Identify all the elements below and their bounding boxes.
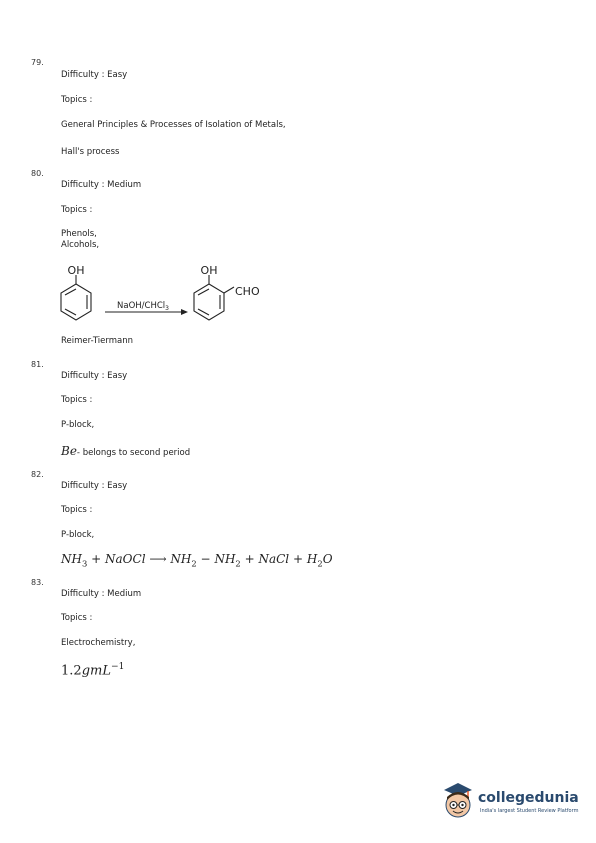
phenol-structure	[61, 275, 91, 320]
reactant-oh-label: OH	[67, 264, 85, 277]
logo-tagline: India's largest Student Review Platform	[480, 808, 579, 814]
topics-label: Topics :	[61, 205, 93, 215]
question-number: 82.	[31, 470, 44, 479]
topic-line: Phenols,	[61, 229, 97, 239]
topics-label: Topics :	[61, 613, 93, 623]
difficulty-label: Difficulty : Medium	[61, 180, 142, 190]
question-number: 79.	[31, 58, 44, 67]
reimer-tiemann-reaction-diagram	[55, 262, 285, 334]
arrow-head	[181, 309, 188, 315]
difficulty-label: Difficulty : Easy	[61, 371, 128, 381]
answer-text: Reimer-Tiermann	[61, 336, 133, 346]
topic-line: Electrochemistry,	[61, 638, 136, 648]
mascot-icon	[440, 780, 476, 824]
answer-text: Hall's process	[61, 147, 120, 157]
answer-line	[61, 444, 190, 458]
logo-wordmark: collegedunia	[478, 790, 579, 806]
element-symbol: Be	[61, 444, 77, 458]
product-cho-label: CHO	[235, 285, 260, 298]
topics-label: Topics :	[61, 395, 93, 405]
difficulty-label: Difficulty : Easy	[61, 481, 128, 491]
topics-label: Topics :	[61, 505, 93, 515]
topic-line: P-block,	[61, 420, 95, 430]
answer-value: 1.2gmL$^{-1}$	[61, 662, 125, 679]
question-number: 80.	[31, 169, 44, 178]
question-number: 83.	[31, 578, 44, 587]
topic-line: P-block,	[61, 530, 95, 540]
topic-line: Alcohols,	[61, 240, 100, 250]
topic-line: General Principles & Processes of Isolation of Metals,	[61, 120, 286, 130]
product-oh-label: OH	[200, 264, 218, 277]
salicylaldehyde-structure	[194, 275, 234, 320]
collegedunia-logo	[440, 780, 580, 828]
answer-text: - belongs to second period	[76, 448, 191, 458]
difficulty-label: Difficulty : Easy	[61, 70, 128, 80]
difficulty-label: Difficulty : Medium	[61, 589, 142, 599]
topics-label: Topics :	[61, 95, 93, 105]
reagent-label: NaOH/CHCl$_3$	[117, 301, 169, 312]
chemical-equation: $NH_3$ + NaOCl ⟶ $NH_2 - NH_2$ + NaCl + $H_2O$	[61, 552, 333, 569]
question-number: 81.	[31, 360, 44, 369]
